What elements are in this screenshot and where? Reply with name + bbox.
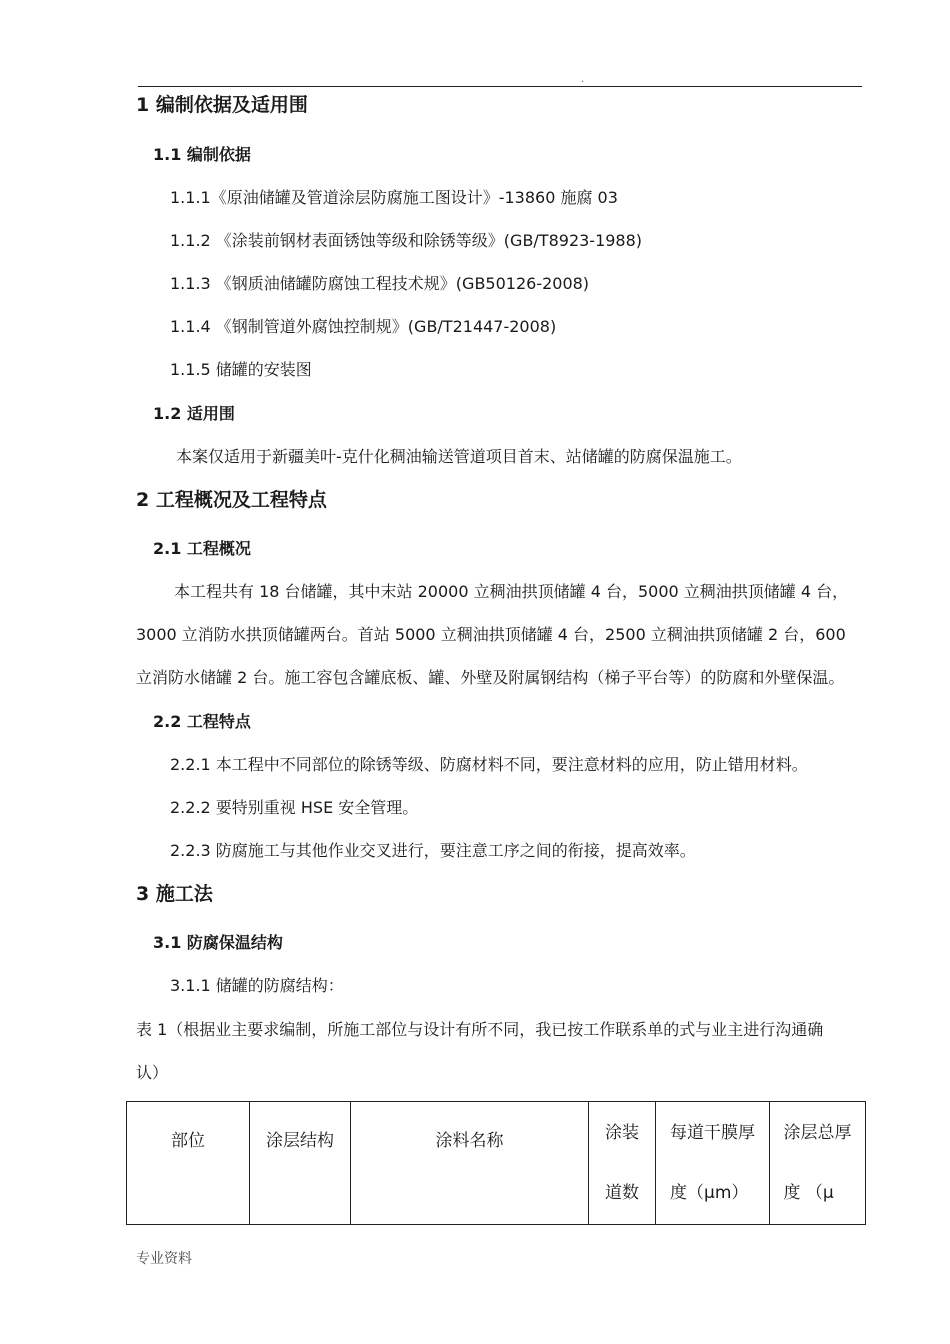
subsection-heading-2-2: 2.2 工程特点 [153, 712, 251, 731]
overview-paragraph-line-2: 3000 立消防水拱顶储罐两台。首站 5000 立稠油拱顶储罐 4 台，2500 立稠油拱顶储罐 2 台，600 [136, 625, 846, 644]
table-header-coating-structure: 涂层结构 [250, 1102, 351, 1225]
overview-paragraph-line-3: 立消防水储罐 2 台。施工容包含罐底板、罐、外壁及附属钢结构（梯子平台等）的防腐和外壁保温。 [136, 668, 845, 687]
subsection-heading-1-1: 1.1 编制依据 [153, 145, 251, 164]
table-header-coat-count: 涂装 道数 [589, 1102, 656, 1225]
coating-structure-table [126, 1101, 866, 1225]
page-footer: 专业资料 [136, 1251, 192, 1267]
structure-item-3-1-1: 3.1.1 储罐的防腐结构： [170, 976, 344, 995]
reference-item-1-1-4: 1.1.4 《钢制管道外腐蚀控制规》(GB/T21447-2008) [170, 317, 557, 336]
table-header-total-thickness: 涂层总厚 度 （μ [770, 1102, 866, 1225]
section-heading-1: 1 编制依据及适用围 [136, 94, 308, 116]
overview-paragraph-line-1: 本工程共有 18 台储罐，其中末站 20000 立稠油拱顶储罐 4 台，5000 立稠油拱顶储罐 4 台， [174, 582, 849, 601]
section-heading-2: 2 工程概况及工程特点 [136, 489, 327, 511]
table-header-row [127, 1102, 866, 1225]
feature-item-2-2-3: 2.2.3 防腐施工与其他作业交叉进行，要注意工序之间的衔接，提高效率。 [170, 841, 696, 860]
table-header-coating-name: 涂料名称 [351, 1102, 589, 1225]
table-header-dry-film-thickness: 每道干膜厚 度（μm） [656, 1102, 770, 1225]
table-note-line-2: 认） [136, 1063, 169, 1082]
table-header-part: 部位 [127, 1102, 250, 1225]
subsection-heading-1-2: 1.2 适用围 [153, 404, 235, 423]
table-note-line-1: 表 1（根据业主要求编制，所施工部位与设计有所不同，我已按工作联系单的式与业主进行沟通确 [136, 1020, 824, 1039]
feature-item-2-2-1: 2.2.1 本工程中不同部位的除锈等级、防腐材料不同，要注意材料的应用，防止错用材料。 [170, 755, 808, 774]
scope-paragraph: 本案仅适用于新疆美叶-克什化稠油输送管道项目首末、站储罐的防腐保温施工。 [176, 447, 742, 466]
reference-item-1-1-1: 1.1.1《原油储罐及管道涂层防腐施工图设计》-13860 施腐 03 [170, 188, 618, 207]
reference-item-1-1-3: 1.1.3 《钢质油储罐防腐蚀工程技术规》(GB50126-2008) [170, 274, 590, 293]
header-mark: . [581, 74, 585, 85]
reference-item-1-1-2: 1.1.2 《涂装前钢材表面锈蚀等级和除锈等级》(GB/T8923-1988) [170, 231, 643, 250]
section-heading-3: 3 施工法 [136, 883, 213, 905]
feature-item-2-2-2: 2.2.2 要特别重视 HSE 安全管理。 [170, 798, 419, 817]
reference-item-1-1-5: 1.1.5 储罐的安装图 [170, 360, 312, 379]
subsection-heading-2-1: 2.1 工程概况 [153, 539, 251, 558]
subsection-heading-3-1: 3.1 防腐保温结构 [153, 933, 283, 952]
header-rule [138, 86, 862, 87]
